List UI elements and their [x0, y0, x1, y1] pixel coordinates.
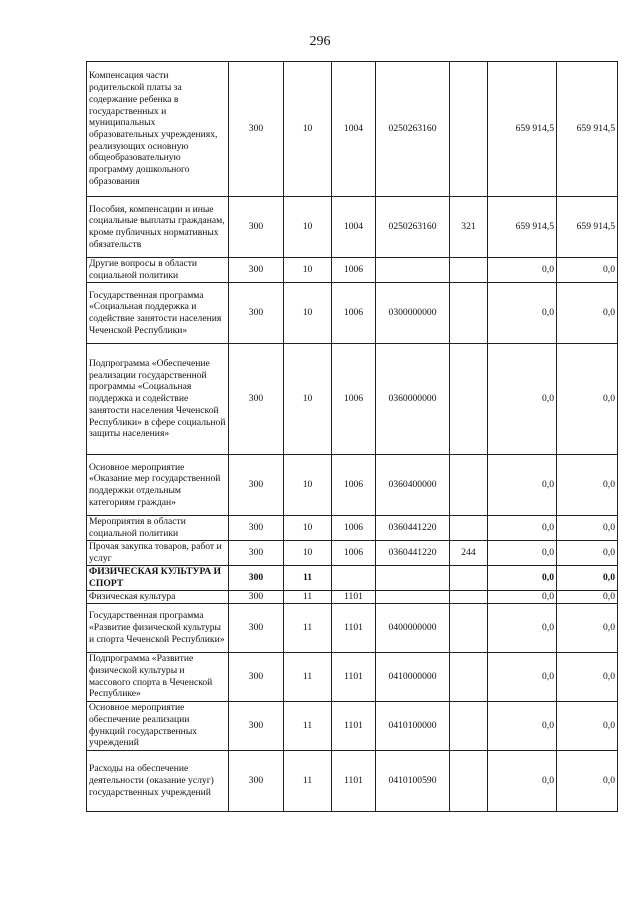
section-cell: 10: [284, 455, 332, 516]
target-article-cell: 0250263160: [376, 62, 450, 197]
code-cell: 300: [229, 258, 284, 283]
section-cell: 11: [284, 750, 332, 811]
subsection-cell: 1006: [332, 258, 376, 283]
code-cell: 300: [229, 750, 284, 811]
page-number: 296: [309, 34, 331, 49]
subsection-cell: 1006: [332, 283, 376, 344]
section-cell: 11: [284, 603, 332, 652]
row-name-cell: Подпрограмма «Развитие физической культуры и массового спорта в Чеченской Республике»: [87, 652, 229, 701]
amount-1-cell: 0,0: [488, 603, 557, 652]
row-name-cell: Другие вопросы в области социальной политики: [87, 258, 229, 283]
code-cell: 300: [229, 344, 284, 455]
amount-1-cell: 0,0: [488, 652, 557, 701]
row-name-cell: Пособия, компенсации и иные социальные выплаты гражданам, кроме публичных нормативных обязательств: [87, 197, 229, 258]
expense-type-cell: [450, 516, 488, 541]
expense-type-cell: [450, 566, 488, 591]
amount-2-cell: 0,0: [557, 566, 618, 591]
row-name-cell: Государственная программа «Социальная поддержка и содействие занятости населения Чеченской Республики»: [87, 283, 229, 344]
section-cell: 11: [284, 701, 332, 750]
code-cell: 300: [229, 603, 284, 652]
target-article-cell: 0410100000: [376, 701, 450, 750]
code-cell: 300: [229, 566, 284, 591]
section-cell: 10: [284, 62, 332, 197]
table-row: [87, 258, 618, 283]
table-row: [87, 197, 618, 258]
subsection-cell: 1101: [332, 652, 376, 701]
amount-2-cell: 0,0: [557, 258, 618, 283]
subsection-cell: 1006: [332, 516, 376, 541]
target-article-cell: 0410100590: [376, 750, 450, 811]
subsection-cell: [332, 566, 376, 591]
section-cell: 11: [284, 652, 332, 701]
table-body: [87, 62, 618, 812]
table-row: [87, 541, 618, 566]
amount-1-cell: 0,0: [488, 566, 557, 591]
amount-2-cell: 0,0: [557, 750, 618, 811]
amount-1-cell: 0,0: [488, 701, 557, 750]
subsection-cell: 1006: [332, 541, 376, 566]
code-cell: 300: [229, 197, 284, 258]
section-cell: 10: [284, 258, 332, 283]
table-row: [87, 750, 618, 811]
subsection-cell: 1101: [332, 591, 376, 604]
table-row: [87, 591, 618, 604]
section-cell: 10: [284, 516, 332, 541]
subsection-cell: 1101: [332, 701, 376, 750]
amount-2-cell: 0,0: [557, 455, 618, 516]
row-name-cell: Основное мероприятие «Оказание мер государственной поддержки отдельным категориям граждан»: [87, 455, 229, 516]
row-name-cell: Основное мероприятие обеспечение реализации функций государственных учреждений: [87, 701, 229, 750]
expense-type-cell: [450, 344, 488, 455]
expense-type-cell: [450, 62, 488, 197]
code-cell: 300: [229, 701, 284, 750]
target-article-cell: 0250263160: [376, 197, 450, 258]
subsection-cell: 1006: [332, 344, 376, 455]
target-article-cell: [376, 258, 450, 283]
table-row: [87, 62, 618, 197]
expense-type-cell: [450, 652, 488, 701]
section-cell: 10: [284, 344, 332, 455]
amount-2-cell: 659 914,5: [557, 197, 618, 258]
code-cell: 300: [229, 455, 284, 516]
target-article-cell: 0360441220: [376, 516, 450, 541]
expense-type-cell: [450, 591, 488, 604]
row-name-cell: Мероприятия в области социальной политики: [87, 516, 229, 541]
amount-2-cell: 659 914,5: [557, 62, 618, 197]
subsection-cell: 1004: [332, 197, 376, 258]
expense-type-cell: [450, 603, 488, 652]
section-cell: 10: [284, 197, 332, 258]
subsection-cell: 1006: [332, 455, 376, 516]
target-article-cell: 0300000000: [376, 283, 450, 344]
table-row: [87, 516, 618, 541]
subsection-cell: 1004: [332, 62, 376, 197]
amount-2-cell: 0,0: [557, 344, 618, 455]
budget-table: [86, 61, 618, 812]
amount-2-cell: 0,0: [557, 541, 618, 566]
target-article-cell: [376, 591, 450, 604]
code-cell: 300: [229, 62, 284, 197]
row-name-cell: Подпрограмма «Обеспечение реализации государственной программы «Социальная поддержка и содействие занятости населения Чеченской Республики» в сфере социальной защиты населения»: [87, 344, 229, 455]
code-cell: 300: [229, 516, 284, 541]
table-row: [87, 652, 618, 701]
subsection-cell: 1101: [332, 750, 376, 811]
row-name-cell: ФИЗИЧЕСКАЯ КУЛЬТУРА И СПОРТ: [87, 566, 229, 591]
table-row: [87, 344, 618, 455]
target-article-cell: 0360400000: [376, 455, 450, 516]
amount-1-cell: 0,0: [488, 516, 557, 541]
amount-1-cell: 0,0: [488, 258, 557, 283]
code-cell: 300: [229, 652, 284, 701]
table-row: [87, 455, 618, 516]
amount-1-cell: 0,0: [488, 283, 557, 344]
row-name-cell: Расходы на обеспечение деятельности (оказание услуг) государственных учреждений: [87, 750, 229, 811]
code-cell: 300: [229, 591, 284, 604]
amount-1-cell: 659 914,5: [488, 62, 557, 197]
target-article-cell: 0360000000: [376, 344, 450, 455]
amount-2-cell: 0,0: [557, 652, 618, 701]
expense-type-cell: [450, 750, 488, 811]
amount-1-cell: 0,0: [488, 455, 557, 516]
target-article-cell: 0410000000: [376, 652, 450, 701]
amount-1-cell: 0,0: [488, 344, 557, 455]
code-cell: 300: [229, 541, 284, 566]
section-cell: 11: [284, 591, 332, 604]
expense-type-cell: [450, 455, 488, 516]
section-cell: 10: [284, 541, 332, 566]
target-article-cell: 0400000000: [376, 603, 450, 652]
target-article-cell: 0360441220: [376, 541, 450, 566]
expense-type-cell: [450, 283, 488, 344]
amount-2-cell: 0,0: [557, 603, 618, 652]
table-row: [87, 283, 618, 344]
target-article-cell: [376, 566, 450, 591]
amount-2-cell: 0,0: [557, 283, 618, 344]
row-name-cell: Государственная программа «Развитие физической культуры и спорта Чеченской Республики»: [87, 603, 229, 652]
amount-2-cell: 0,0: [557, 516, 618, 541]
section-cell: 11: [284, 566, 332, 591]
amount-1-cell: 659 914,5: [488, 197, 557, 258]
expense-type-cell: 321: [450, 197, 488, 258]
table-row: [87, 603, 618, 652]
amount-1-cell: 0,0: [488, 750, 557, 811]
expense-type-cell: [450, 258, 488, 283]
row-name-cell: Прочая закупка товаров, работ и услуг: [87, 541, 229, 566]
expense-type-cell: 244: [450, 541, 488, 566]
amount-2-cell: 0,0: [557, 591, 618, 604]
amount-2-cell: 0,0: [557, 701, 618, 750]
code-cell: 300: [229, 283, 284, 344]
row-name-cell: Компенсация части родительской платы за содержание ребенка в государственных и муниципальных образовательных учреждениях, реализующих основную общеобразовательную программу дошкольного образования: [87, 62, 229, 197]
amount-1-cell: 0,0: [488, 591, 557, 604]
section-cell: 10: [284, 283, 332, 344]
row-name-cell: Физическая культура: [87, 591, 229, 604]
table-row: [87, 701, 618, 750]
subsection-cell: 1101: [332, 603, 376, 652]
amount-1-cell: 0,0: [488, 541, 557, 566]
expense-type-cell: [450, 701, 488, 750]
table-row: [87, 566, 618, 591]
